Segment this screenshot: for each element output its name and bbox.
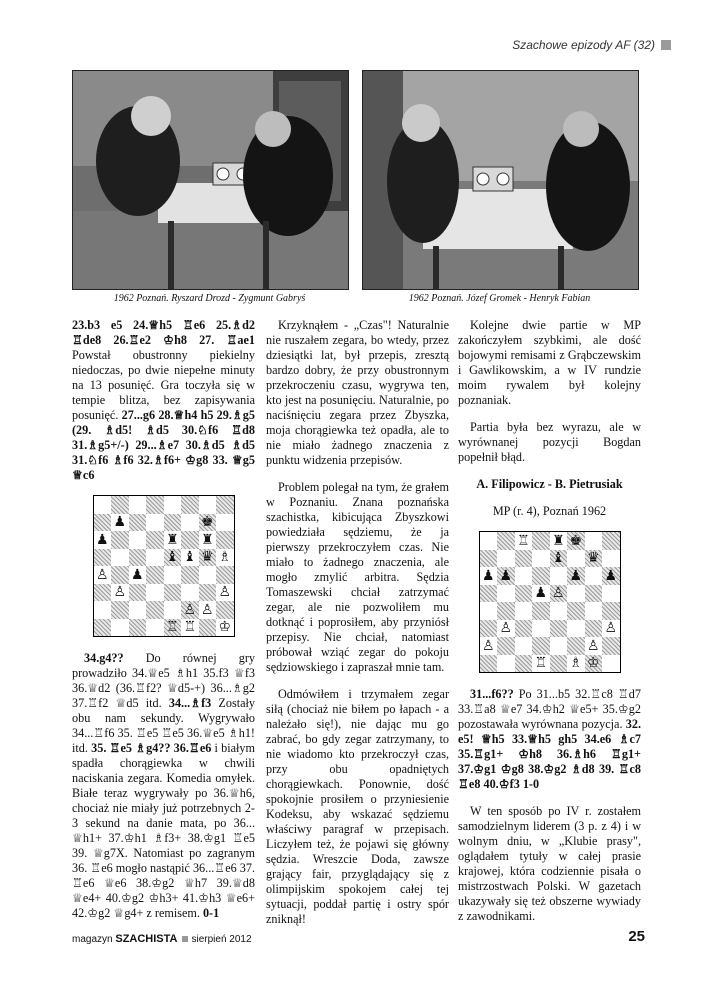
- chess-piece-icon: ♖: [183, 619, 197, 636]
- board-square: [515, 620, 533, 638]
- board-square: [497, 532, 515, 550]
- chess-diagram-1: [93, 495, 235, 637]
- board-square: [94, 601, 112, 619]
- board-square: [94, 531, 112, 549]
- board-square: [480, 602, 498, 620]
- board-square: [585, 585, 603, 603]
- board-square: [181, 619, 199, 637]
- chess-piece-icon: ♙: [183, 601, 197, 618]
- board-square: [146, 601, 164, 619]
- board-square: [146, 619, 164, 637]
- board-square: [550, 620, 568, 638]
- chess-piece-icon: ♟: [604, 567, 618, 584]
- chess-piece-icon: ♝: [551, 550, 565, 567]
- chess-piece-icon: ♚: [569, 532, 583, 549]
- board-square: [585, 532, 603, 550]
- board-square: [199, 566, 217, 584]
- col3-text-1: Po 31...b5 32.♖c8 ♖d7 33.♖a8 ♕e7 34.♔h2 ♕e5+ 35.♔g2 pozostawała wyrównana pozycja.: [458, 687, 641, 731]
- board-square: [602, 637, 620, 655]
- board-square: [497, 602, 515, 620]
- board-square: [199, 601, 217, 619]
- col1-paragraph-1: [72, 318, 255, 483]
- board-square: [216, 514, 234, 532]
- board-square: [480, 655, 498, 673]
- board-square: [129, 601, 147, 619]
- board-square: [94, 514, 112, 532]
- board-square: [550, 585, 568, 603]
- board-square: [567, 637, 585, 655]
- board-square: [550, 532, 568, 550]
- col2-paragraph-3: Odmówiłem i trzymałem zegar siłą (chociaż nie biłem po łapach - a należało się!), nie dając mu go zabrać, bo gdy zegar zatrzymany, to nie wiadomo kto przekroczył czas, przy obu opadniętych chorągiewkach. Ponownie, dość spokojnie prosiłem o przyniesienie Kodeksu, aby wskazać sędziemu właściwy paragraf w przepisach. Liczyłem też, że pojawi się główny sędzia. Wreszcie Doda, zawsze grający fair, przyglądający się z olimpijskim spokojem całej tej sytuacji, poddał partię i ostry spór zniknął!: [266, 687, 449, 926]
- chess-piece-icon: ♙: [200, 601, 214, 618]
- col3-moves-1: 31...f6??: [470, 687, 514, 701]
- board-square: [129, 584, 147, 602]
- board-square: [567, 655, 585, 673]
- board-square: [111, 601, 129, 619]
- board-square: [129, 531, 147, 549]
- chess-piece-icon: ♗: [218, 549, 232, 566]
- board-square: [146, 496, 164, 514]
- game-subheading: MP (r. 4), Poznań 1962: [492, 504, 607, 518]
- chess-piece-icon: ♜: [165, 531, 179, 548]
- board-square: [585, 550, 603, 568]
- board-square: [602, 620, 620, 638]
- board-square: [199, 584, 217, 602]
- board-square: [532, 585, 550, 603]
- board-square: [216, 549, 234, 567]
- board-square: [129, 566, 147, 584]
- board-square: [480, 567, 498, 585]
- board-square: [602, 567, 620, 585]
- board-square: [111, 496, 129, 514]
- board-square: [164, 566, 182, 584]
- board-square: [94, 549, 112, 567]
- board-square: [532, 532, 550, 550]
- col1-text-2: Do równej gry prowadziło 34.♕e5 ♗h1 35.f3 ♕f3 36.♕d2 (36.♖f2? ♕d5-+) 36...♗g2 37.♖f2 ♕d5 itd.: [72, 651, 255, 710]
- board-square: [497, 637, 515, 655]
- board-square: [567, 602, 585, 620]
- board-square: [199, 496, 217, 514]
- photo-2-caption: 1962 Poznań. Józef Gromek - Henryk Fabian: [408, 293, 591, 304]
- chess-diagram-2-wrap: [458, 531, 641, 673]
- chess-piece-icon: ♜: [551, 532, 565, 549]
- board-square: [181, 549, 199, 567]
- chess-piece-icon: ♟: [95, 531, 109, 548]
- board-square: [550, 655, 568, 673]
- col3-paragraph-3: [458, 687, 641, 792]
- board-square: [585, 567, 603, 585]
- board-square: [550, 567, 568, 585]
- board-square: [515, 532, 533, 550]
- board-square: [129, 549, 147, 567]
- column-1: [72, 318, 255, 933]
- chess-piece-icon: ♖: [165, 619, 179, 636]
- board-square: [146, 584, 164, 602]
- col3-paragraph-2: Partia była bez wyrazu, ale w wyrównanej pozycji Bogdan popełnił błąd.: [458, 420, 641, 464]
- board-square: [585, 637, 603, 655]
- photo-1-caption: 1962 Poznań. Ryszard Drozd - Zygmunt Gabryś: [113, 293, 306, 304]
- col2-paragraph-2: Problem polegał na tym, że grałem w Poznaniu. Znana poznańska szachistka, kibicująca Zbyszkowi powiedziała sędziemu, że ja pierwszy przekroczyłem czas. Nie miało to żadnego znaczenia, ale mogło zmylić arbitra. Sędzia Tomaszewski chciał zatrzymać zegar, ale nie pozwoliłem mu dotknąć i poprosiłem, aby przyniósł przepisy. Nie chciał, natomiast próbował wziąć zegar do pokoju sędziowskiego i zapraszał mnie tam.: [266, 480, 449, 674]
- board-square: [146, 549, 164, 567]
- board-square: [602, 655, 620, 673]
- board-square: [181, 566, 199, 584]
- board-square: [497, 567, 515, 585]
- board-square: [164, 496, 182, 514]
- board-square: [111, 619, 129, 637]
- board-square: [199, 549, 217, 567]
- board-square: [129, 619, 147, 637]
- chess-piece-icon: ♝: [183, 549, 197, 566]
- page-footer: [72, 928, 645, 945]
- board-square: [181, 496, 199, 514]
- board-square: [497, 655, 515, 673]
- chess-piece-icon: ♙: [499, 620, 513, 637]
- board-square: [216, 601, 234, 619]
- col1-text-3: Zostały obu nam sekundy. Wygrywało 34...♖f6 35. ♖e5 ♖e5 36.♕e5 ♗h1! itd.: [72, 696, 255, 755]
- chess-piece-icon: ♙: [481, 637, 495, 654]
- board-square: [129, 496, 147, 514]
- board-square: [550, 550, 568, 568]
- board-square: [111, 584, 129, 602]
- board-square: [602, 550, 620, 568]
- footer-magazine: [72, 933, 252, 945]
- chess-piece-icon: ♟: [499, 567, 513, 584]
- board-square: [532, 655, 550, 673]
- chess-piece-icon: ♙: [113, 584, 127, 601]
- col2-paragraph-1: Krzyknąłem - „Czas"! Naturalnie nie ruszałem zegara, bo wtedy, przez dziesiątki lat, był przepis, zresztą bardzo dobry, że przy obustronnym przekroczeniu czasu, wygrywa ten, kto jest na posunięciu. Naturalnie, po naciśnięciu zegara przez Zbyszka, moja chorągiewka też opadła, ale to nie miało żadnego znaczenia z punktu widzenia przepisów.: [266, 318, 449, 467]
- chess-piece-icon: ♙: [551, 585, 565, 602]
- game-heading: A. Filipowicz - B. Pietrusiak: [476, 477, 623, 491]
- chess-diagram-1-wrap: [72, 495, 255, 637]
- board-square: [515, 637, 533, 655]
- chess-piece-icon: ♙: [586, 637, 600, 654]
- board-square: [216, 619, 234, 637]
- running-header: [512, 38, 671, 52]
- board-square: [111, 549, 129, 567]
- col1-paragraph-2: [72, 651, 255, 921]
- board-square: [146, 566, 164, 584]
- col1-text-1: Powstał obustronny piekielny niedoczas, po dwie niepełne minuty na 13 posunięć. Gra toczyła się w tempie blitza, bez zapisywania posunięć.: [72, 348, 255, 422]
- footer-dot-icon: [182, 936, 188, 942]
- board-square: [567, 532, 585, 550]
- board-square: [497, 585, 515, 603]
- board-square: [129, 514, 147, 532]
- col3-paragraph-4: W ten sposób po IV r. zostałem samodzielnym liderem (3 p. z 4) i w wolnym dniu, w „Klubie prasy", oglądałem tytuły w całej prasie krajowej, która codziennie pisała o mistrzostwach Polski. W gazetach ukazywały się też obszerne wywiady z zawodnikami.: [458, 804, 641, 923]
- board-square: [216, 584, 234, 602]
- chess-piece-icon: ♟: [130, 566, 144, 583]
- board-square: [164, 619, 182, 637]
- board-square: [480, 620, 498, 638]
- board-square: [515, 602, 533, 620]
- board-square: [216, 496, 234, 514]
- footer-magazine-name: SZACHISTA: [115, 933, 178, 945]
- board-square: [585, 655, 603, 673]
- page-number: 25: [628, 928, 645, 945]
- board-square: [567, 550, 585, 568]
- chess-piece-icon: ♟: [534, 585, 548, 602]
- chess-piece-icon: ♜: [200, 531, 214, 548]
- board-square: [480, 532, 498, 550]
- col1-moves-1: 23.b3 e5 24.♕h5 ♖e6 25.♗d2 ♖de8 26.♖e2 ♔h8 27. ♖ae1: [72, 318, 255, 347]
- col1-moves-5: 35. ♖e5 ♗g4?? 36.♖e6: [91, 741, 212, 755]
- photo-2: [362, 70, 639, 290]
- board-square: [515, 550, 533, 568]
- board-square: [216, 566, 234, 584]
- board-square: [567, 585, 585, 603]
- photo-1: [72, 70, 349, 290]
- board-square: [602, 602, 620, 620]
- board-square: [585, 620, 603, 638]
- board-square: [181, 531, 199, 549]
- chess-piece-icon: ♟: [481, 567, 495, 584]
- board-square: [94, 619, 112, 637]
- board-square: [146, 531, 164, 549]
- header-square-icon: [661, 40, 671, 50]
- col1-moves-4: 34...♗f3: [168, 696, 212, 710]
- board-square: [532, 550, 550, 568]
- chess-piece-icon: ♖: [534, 655, 548, 672]
- board-square: [164, 549, 182, 567]
- board-square: [181, 584, 199, 602]
- col3-moves-2: 32. e5! ♕h5 33.♕h5 gh5 34.e6 ♗c7 35.♖g1+ ♔h8 36.♗h6 ♖g1+ 37.♔g1 ♔g8 38.♔g2 ♗d8 39. ♖c8 ♖e8 40.♔f3 1-0: [458, 717, 641, 791]
- board-square: [94, 566, 112, 584]
- board-square: [602, 585, 620, 603]
- chess-piece-icon: ♔: [218, 619, 232, 636]
- board-square: [567, 567, 585, 585]
- board-square: [480, 585, 498, 603]
- chess-piece-icon: ♙: [218, 584, 232, 601]
- header-title: Szachowe epizody AF (32): [512, 38, 655, 52]
- board-square: [94, 496, 112, 514]
- footer-magazine-prefix: magazyn: [72, 934, 116, 945]
- column-3: [458, 318, 641, 936]
- board-square: [550, 602, 568, 620]
- board-square: [216, 531, 234, 549]
- chess-piece-icon: ♟: [569, 567, 583, 584]
- chess-piece-icon: ♟: [113, 514, 127, 531]
- board-square: [602, 532, 620, 550]
- col1-moves-2: 27...g6 28.♕h4 h5 29.♗g5 (29. ♗d5! ♗d5 30.♘f6 ♖d8 31.♗g5+/-) 29...♗e7 30.♗d5 ♗d5 31.♘f6 ♗f6 32.♗f6+ ♔g8 33. ♕g5 ♕c6: [72, 408, 255, 482]
- chess-piece-icon: ♙: [95, 566, 109, 583]
- board-square: [480, 637, 498, 655]
- chess-diagram-2: [479, 531, 621, 673]
- chess-piece-icon: ♙: [604, 620, 618, 637]
- board-square: [199, 619, 217, 637]
- board-square: [199, 531, 217, 549]
- chess-piece-icon: ♖: [516, 532, 530, 549]
- board-square: [515, 655, 533, 673]
- board-square: [497, 550, 515, 568]
- board-square: [164, 514, 182, 532]
- chess-piece-icon: ♛: [586, 550, 600, 567]
- chess-piece-icon: ♗: [569, 655, 583, 672]
- board-square: [532, 567, 550, 585]
- board-square: [164, 584, 182, 602]
- board-square: [181, 601, 199, 619]
- board-square: [199, 514, 217, 532]
- board-square: [164, 531, 182, 549]
- board-square: [111, 514, 129, 532]
- col1-text-4: i białym spadła chorągiewka w chwili naciskania zegara. Komedia omyłek. Białe teraz wygrywały po 36.♕h6, chociaż nie miały już potrzebnych 2-3 sekund na danie mata, po 36... ♕h1+ 37.♔h1 ♗f3+ 38.♔g1 ♖e5 39. ♕g7X. Natomiast po zagranym 36. ♖e6 mogło nastąpić 36...♖e6 37. ♖e6 ♕e6 38.♔g2 ♕h7 39.♕d8 ♕e4+ 40.♔g2 ♔h3+ 41.♔h3 ♕e6+ 42.♔g2 ♕g4+ z remisem.: [72, 741, 255, 920]
- board-square: [497, 620, 515, 638]
- chess-piece-icon: ♝: [165, 549, 179, 566]
- board-square: [94, 584, 112, 602]
- board-square: [111, 566, 129, 584]
- board-square: [532, 602, 550, 620]
- chess-piece-icon: ♛: [200, 549, 214, 566]
- board-square: [515, 585, 533, 603]
- board-square: [181, 514, 199, 532]
- board-square: [164, 601, 182, 619]
- board-square: [585, 602, 603, 620]
- col1-result: 0-1: [202, 906, 220, 920]
- board-square: [515, 567, 533, 585]
- board-square: [532, 637, 550, 655]
- board-square: [480, 550, 498, 568]
- board-square: [111, 531, 129, 549]
- footer-issue: sierpień 2012: [191, 934, 252, 945]
- col1-moves-3: 34.g4??: [84, 651, 124, 665]
- chess-piece-icon: ♚: [200, 514, 214, 531]
- board-square: [146, 514, 164, 532]
- col3-paragraph-1: Kolejne dwie partie w MP zakończyłem szybkimi, ale dość bojowymi remisami z Grąbczewskim i Gawlikowskim, a w IV rundzie moim rywalem był kolejny poznaniak.: [458, 318, 641, 407]
- chess-piece-icon: ♔: [586, 655, 600, 672]
- board-square: [532, 620, 550, 638]
- column-2: [266, 318, 449, 939]
- board-square: [550, 637, 568, 655]
- board-square: [567, 620, 585, 638]
